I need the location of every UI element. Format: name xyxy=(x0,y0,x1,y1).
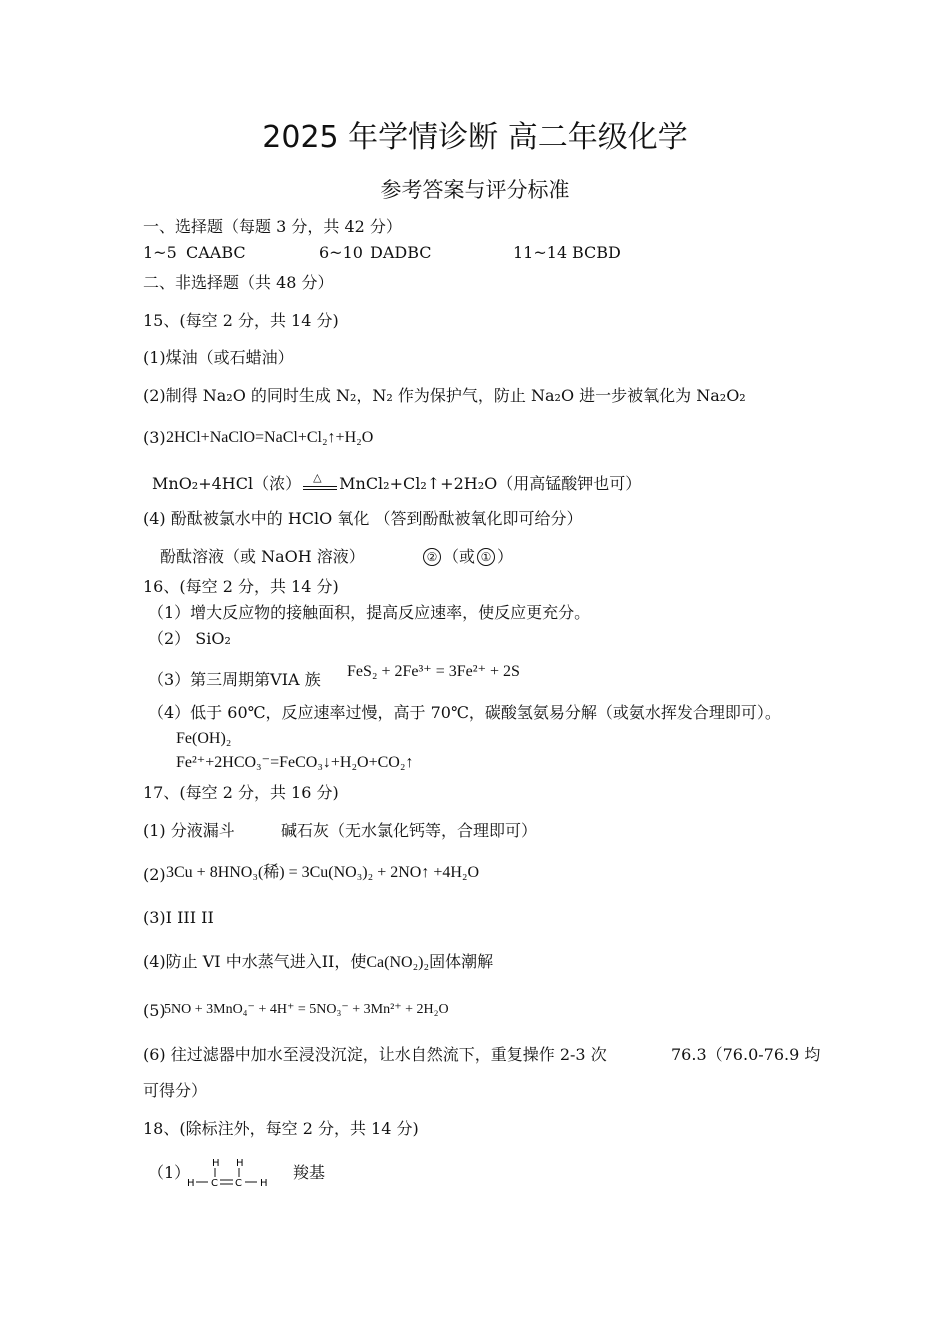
choice-range-2: 6~10 xyxy=(319,243,363,262)
q15-answer-3-label: (3) xyxy=(143,428,166,447)
q16-answer-3-equation: FeS₂ + 2Fe³⁺ = 3Fe²⁺ + 2S xyxy=(347,663,520,680)
part2-heading: 二、非选择题（共 48 分） xyxy=(143,273,334,292)
q17-answer-3: (3)I III II xyxy=(143,908,214,927)
q17-answer-4a: (4)防止 VI 中水蒸气进入II，使 xyxy=(143,952,367,971)
q16-answer-3: （3）第三周期第VIA 族 xyxy=(148,670,321,689)
struct-h-left: H xyxy=(187,1178,195,1189)
choice-answers-3: BCBD xyxy=(572,243,621,262)
q15-answer-3b-right: MnCl₂+Cl₂↑+2H₂O（用高锰酸钾也可） xyxy=(339,474,642,493)
q16-answer-4b: Fe(OH)₂ xyxy=(176,730,232,747)
circled-1: ① xyxy=(477,548,495,566)
q17-answer-6c: 可得分） xyxy=(143,1081,208,1100)
part1-heading: 一、选择题（每题 3 分，共 42 分） xyxy=(143,217,402,236)
q17-answer-4 xyxy=(143,952,493,973)
choice-range-1: 1~5 xyxy=(143,243,177,262)
q16-answer-4c: Fe²⁺+2HCO₃⁻=FeCO₃↓+H₂O+CO₂↑ xyxy=(176,754,414,771)
heat-symbol: △ xyxy=(313,471,322,484)
q18-answer-1-label: （1） xyxy=(148,1163,191,1182)
q15-answer-4b: 酚酞溶液（或 NaOH 溶液） xyxy=(160,547,365,566)
struct-c-1: C xyxy=(211,1178,218,1189)
choice-range-3: 11~14 xyxy=(513,243,568,262)
choice-answers-2: DADBC xyxy=(370,243,432,262)
q15-answer-4c-end: ） xyxy=(497,547,514,566)
q17-answer-1a: (1) 分液漏斗 xyxy=(143,821,235,840)
q15-answer-4c-mid: （或 xyxy=(443,547,476,566)
q18-heading: 18、(除标注外，每空 2 分，共 14 分) xyxy=(143,1119,419,1138)
q17-answer-4b: 固体潮解 xyxy=(429,952,494,971)
q17-answer-5-label: (5) xyxy=(143,1001,166,1020)
q16-answer-2: （2） SiO₂ xyxy=(148,629,231,648)
q17-heading: 17、(每空 2 分，共 16 分) xyxy=(143,783,339,802)
q17-answer-4-formula: Ca(NO₂)₂ xyxy=(366,954,430,971)
q15-answer-3-equation: 2HCl+NaClO=NaCl+Cl₂↑+H₂O xyxy=(166,429,374,446)
q15-answer-3b-left: MnO₂+4HCl（浓） xyxy=(152,474,302,493)
choice-answers-1: CAABC xyxy=(186,243,246,262)
q15-answer-4c xyxy=(421,547,513,567)
q16-answer-4: （4）低于 60℃，反应速率过慢，高于 70℃，碳酸氢氨易分解（或氨水挥发合理即可）。 xyxy=(148,703,781,722)
struct-h-right: H xyxy=(260,1178,268,1189)
q17-answer-5-equation: 5NO + 3MnO₄⁻ + 4H⁺ = 5NO₃⁻ + 3Mn²⁺ + 2H₂O xyxy=(164,1002,449,1017)
struct-h-top-1: H xyxy=(212,1158,220,1169)
q15-heading: 15、(每空 2 分，共 14 分) xyxy=(143,311,339,330)
page-subtitle: 参考答案与评分标准 xyxy=(380,178,570,202)
struct-c-2: C xyxy=(235,1178,242,1189)
page-title: 2025 年学情诊断 高二年级化学 xyxy=(262,120,688,155)
q15-answer-1: (1)煤油（或石蜡油） xyxy=(143,348,294,367)
q18-answer-1: 羧基 xyxy=(293,1163,326,1182)
q15-answer-2: (2)制得 Na₂O 的同时生成 N₂，N₂ 作为保护气，防止 Na₂O 进一步被氧化为 Na₂O₂ xyxy=(143,386,746,405)
q17-answer-6a: (6) 往过滤器中加水至浸没沉淀，让水自然流下，重复操作 2-3 次 xyxy=(143,1045,607,1064)
q15-answer-3b xyxy=(152,472,641,494)
q17-answer-6b: 76.3（76.0-76.9 均 xyxy=(671,1045,821,1064)
struct-h-top-2: H xyxy=(236,1158,244,1169)
q16-answer-1: （1）增大反应物的接触面积，提高反应速率，使反应更充分。 xyxy=(148,603,591,622)
q17-answer-2-equation: 3Cu + 8HNO₃(稀) = 3Cu(NO₃)₂ + 2NO↑ +4H₂O xyxy=(166,864,480,881)
ethylene-structure xyxy=(183,1153,273,1193)
heat-arrow xyxy=(303,472,337,492)
q16-heading: 16、(每空 2 分，共 14 分) xyxy=(143,577,339,596)
q17-answer-1b: 碱石灰（无水氯化钙等，合理即可） xyxy=(281,821,538,840)
q15-answer-4: (4) 酚酞被氯水中的 HClO 氧化 （答到酚酞被氧化即可给分） xyxy=(143,509,583,528)
circled-2: ② xyxy=(423,548,441,566)
q17-answer-2-label: (2) xyxy=(143,865,166,884)
